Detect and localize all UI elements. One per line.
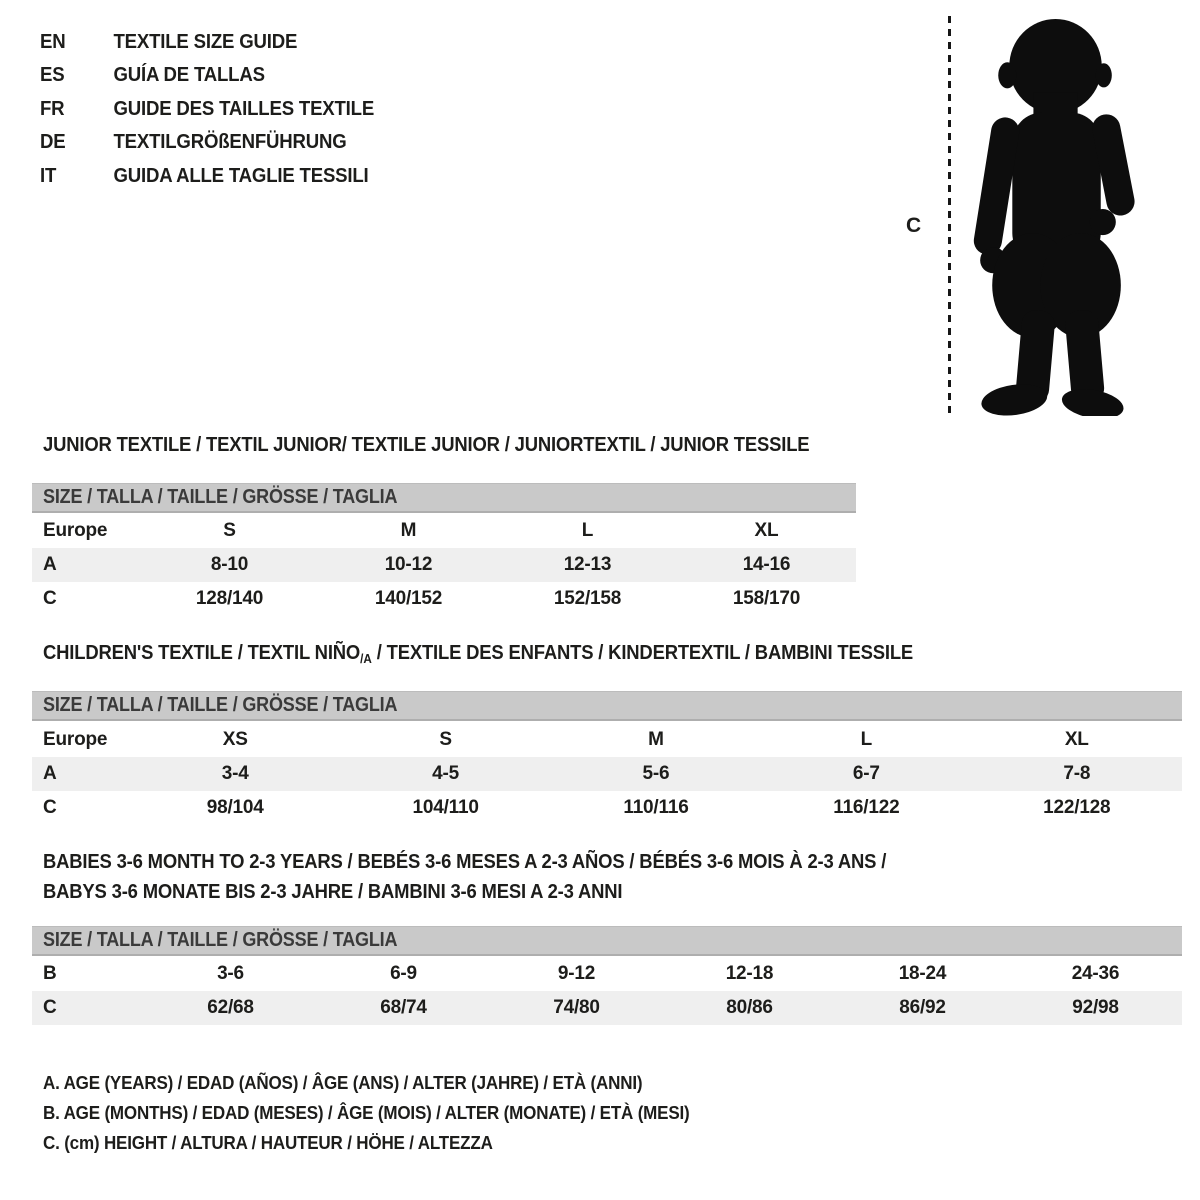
height-cell: 128/140 [195,588,264,609]
table-row-height [32,791,1182,825]
age-cell: 18-24 [898,962,947,984]
height-cell: 104/110 [412,797,479,818]
height-cell: 122/128 [1043,797,1111,818]
age-cell: 12-18 [725,962,774,984]
size-header-text: SIZE / TALLA / TAILLE / GRÖSSE / TAGLIA [43,929,398,951]
children-heading-post: / TEXTILE DES ENFANTS / KINDERTEXTIL / BAMBINI TESSILE [371,641,914,664]
children-size-table [32,722,1182,825]
legend [43,1072,746,1162]
size-cell: XL [1064,728,1089,750]
children-heading-sub: /A [360,651,372,666]
children-heading-pre: CHILDREN'S TEXTILE / TEXTIL NIÑO [43,641,361,664]
table-row-europe [32,722,1182,757]
table-row-europe [32,513,856,548]
language-code: DE [40,131,66,154]
age-cell: 3-4 [221,763,249,784]
row-label: C [43,997,57,1018]
babies-size-header-bar [32,926,1182,956]
row-label: B [43,962,57,984]
height-cell: 110/116 [623,797,689,818]
language-code: FR [40,97,65,120]
size-cell: M [400,519,417,541]
height-cell: 98/104 [206,797,264,818]
height-measure-dashed-line [948,16,951,418]
language-title: GUIDE DES TAILLES TEXTILE [113,97,375,120]
row-label: C [43,797,57,818]
language-title: GUÍA DE TALLAS [113,64,265,87]
babies-heading-line2: BABYS 3-6 MONATE BIS 2-3 JAHRE / BAMBINI 3-6 MESI A 2-3 ANNI [43,880,623,903]
height-measure-label: C [906,214,922,237]
language-list [40,31,399,198]
size-cell: L [860,728,873,750]
height-cell: 92/98 [1072,997,1119,1018]
height-cell: 86/92 [899,997,946,1018]
row-label: C [43,588,57,609]
age-cell: 8-10 [210,554,249,575]
babies-section-heading [43,850,886,910]
size-cell: L [581,519,594,541]
language-row [40,131,374,164]
babies-heading-line1: BABIES 3-6 MONTH TO 2-3 YEARS / BEBÉS 3-6 MESES A 2-3 AÑOS / BÉBÉS 3-6 MOIS À 2-3 ANS / [43,850,887,873]
age-cell: 24-36 [1071,962,1120,984]
height-cell: 80/86 [726,997,773,1018]
age-cell: 4-5 [432,763,460,784]
legend-line-a: A. AGE (YEARS) / EDAD (AÑOS) / ÂGE (ANS) / ALTER (JAHRE) / ETÀ (ANNI) [43,1072,643,1093]
language-row [40,31,374,64]
height-cell: 116/122 [833,797,900,818]
table-row-height [32,991,1182,1025]
table-row-age-months [32,956,1182,991]
age-cell: 14-16 [742,554,791,575]
language-code: EN [40,31,66,53]
language-title: GUIDA ALLE TAGLIE TESSILI [113,164,369,187]
row-label: Europe [43,519,108,541]
size-header-text: SIZE / TALLA / TAILLE / GRÖSSE / TAGLIA [43,694,398,716]
size-cell: XL [754,519,779,541]
junior-size-header-bar [32,483,856,513]
babies-size-table [32,956,1182,1025]
age-cell: 7-8 [1063,763,1091,784]
age-cell: 5-6 [642,763,670,784]
height-cell: 152/158 [553,588,622,609]
age-cell: 6-9 [390,962,417,984]
size-cell: XS [222,728,248,750]
row-label: Europe [43,728,108,750]
table-row-age [32,757,1182,791]
size-header-text: SIZE / TALLA / TAILLE / GRÖSSE / TAGLIA [43,486,398,508]
language-row [40,98,374,131]
language-code: ES [40,64,65,87]
junior-size-table [32,513,856,616]
age-cell: 9-12 [557,962,596,984]
language-code: IT [40,164,57,187]
age-cell: 10-12 [384,554,433,575]
language-title: TEXTILE SIZE GUIDE [113,31,298,53]
legend-line-c: C. (cm) HEIGHT / ALTURA / HAUTEUR / HÖHE / ALTEZZA [43,1132,493,1153]
row-label: A [43,763,57,784]
toddler-silhouette-icon [962,14,1138,416]
table-row-height [32,582,856,616]
language-row [40,64,374,97]
size-cell: M [648,728,664,750]
children-section-heading [43,641,913,666]
height-cell: 68/74 [380,997,427,1018]
height-cell: 74/80 [553,997,600,1018]
children-size-header-bar [32,691,1182,721]
height-cell: 140/152 [374,588,443,609]
age-cell: 12-13 [563,554,612,575]
language-title: TEXTILGRÖßENFÜHRUNG [113,131,347,154]
row-label: A [43,554,57,575]
table-row-age [32,548,856,582]
size-cell: S [439,728,452,750]
age-cell: 3-6 [217,962,244,984]
junior-section-heading: JUNIOR TEXTILE / TEXTIL JUNIOR/ TEXTILE JUNIOR / JUNIORTEXTIL / JUNIOR TESSILE [43,433,810,456]
height-cell: 158/170 [732,588,801,609]
height-cell: 62/68 [207,997,254,1018]
legend-line-b: B. AGE (MONTHS) / EDAD (MESES) / ÂGE (MOIS) / ALTER (MONATE) / ETÀ (MESI) [43,1102,690,1123]
size-cell: S [223,519,236,541]
language-row [40,165,374,198]
age-cell: 6-7 [852,763,880,784]
